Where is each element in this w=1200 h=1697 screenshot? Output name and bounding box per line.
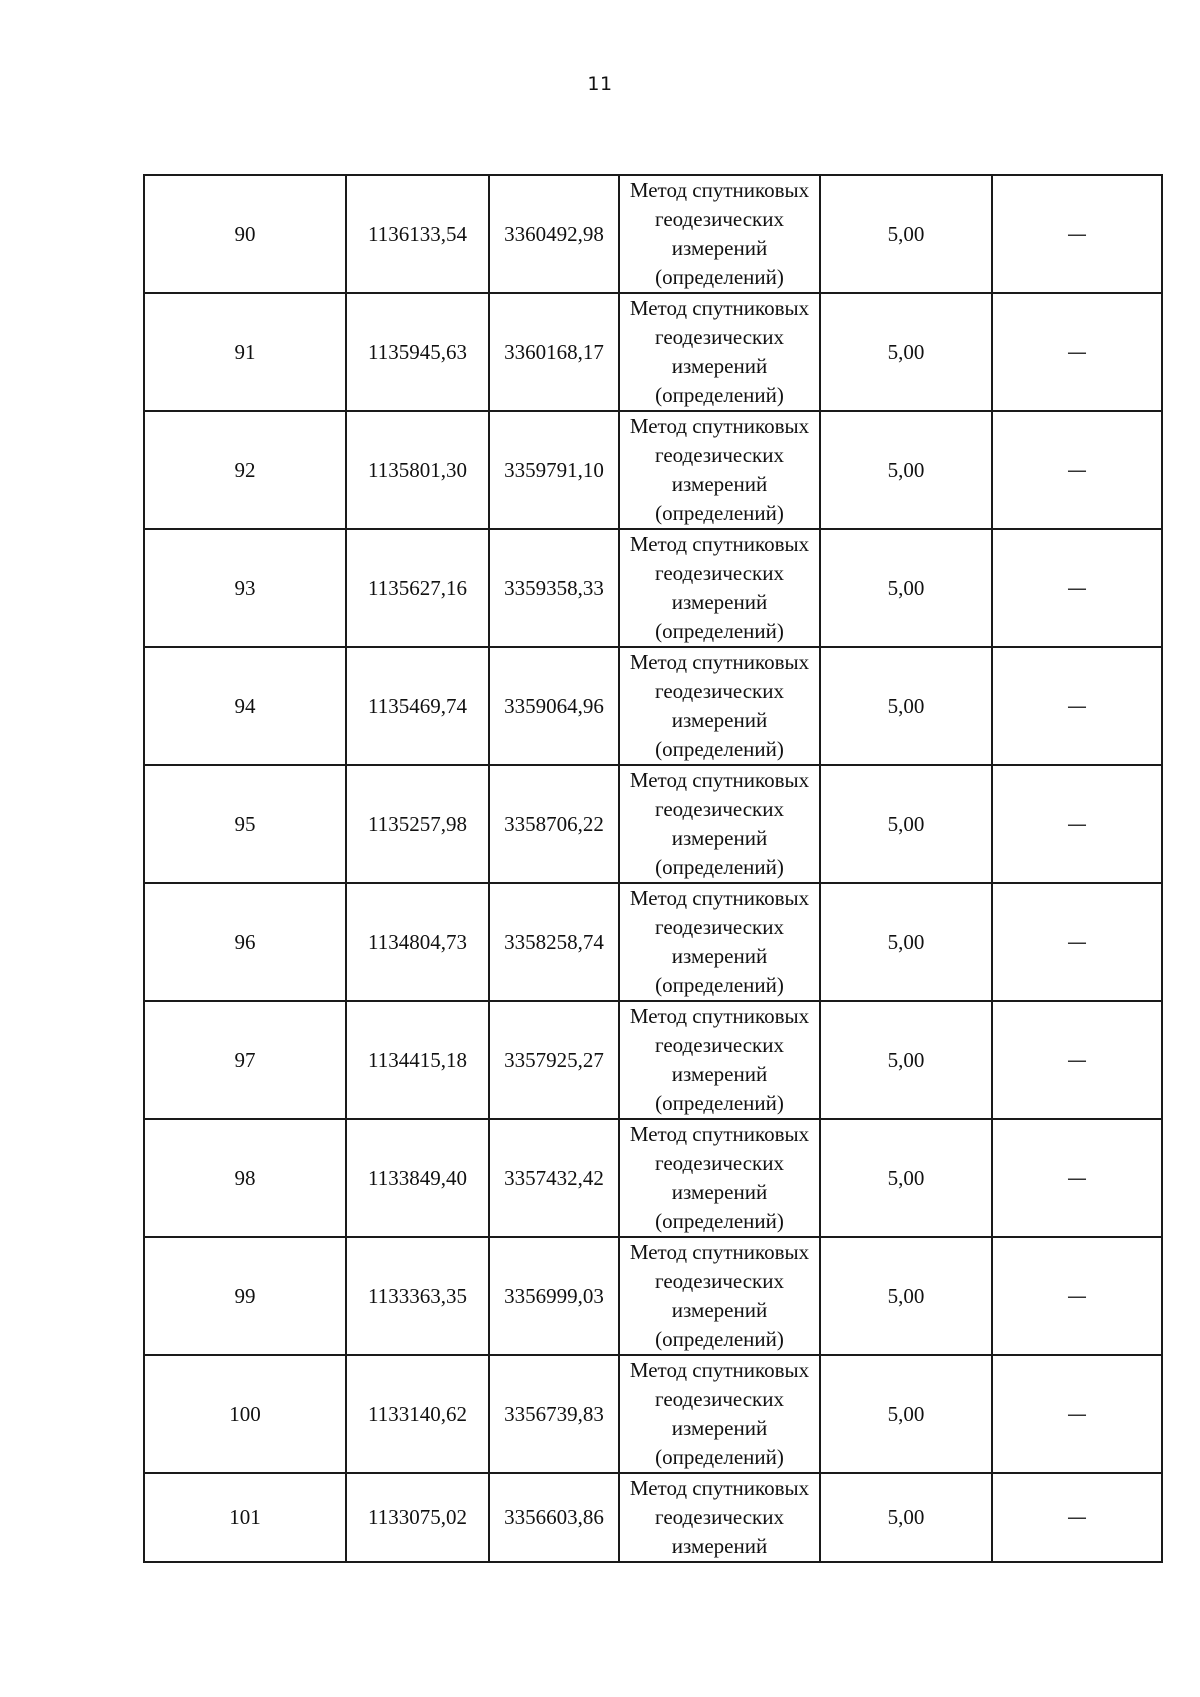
point-number-cell: 93 xyxy=(144,529,346,647)
point-number-cell: 96 xyxy=(144,883,346,1001)
precision-cell: 5,00 xyxy=(820,1473,992,1562)
point-number-cell: 94 xyxy=(144,647,346,765)
table-row xyxy=(144,293,1162,411)
precision-cell: 5,00 xyxy=(820,765,992,883)
table-row xyxy=(144,529,1162,647)
note-cell: — xyxy=(992,1355,1162,1473)
point-number-cell: 99 xyxy=(144,1237,346,1355)
y-coordinate-cell: 3357432,42 xyxy=(489,1119,619,1237)
note-cell: — xyxy=(992,765,1162,883)
note-cell: — xyxy=(992,411,1162,529)
table-row xyxy=(144,1119,1162,1237)
table-row xyxy=(144,1237,1162,1355)
x-coordinate-cell: 1135469,74 xyxy=(346,647,489,765)
precision-cell: 5,00 xyxy=(820,529,992,647)
x-coordinate-cell: 1135257,98 xyxy=(346,765,489,883)
method-cell: Метод спутниковых геодезических измерений (определений) xyxy=(619,883,820,1001)
x-coordinate-cell: 1134415,18 xyxy=(346,1001,489,1119)
x-coordinate-cell: 1135801,30 xyxy=(346,411,489,529)
table-row xyxy=(144,1355,1162,1473)
y-coordinate-cell: 3358258,74 xyxy=(489,883,619,1001)
y-coordinate-cell: 3360492,98 xyxy=(489,175,619,293)
precision-cell: 5,00 xyxy=(820,1001,992,1119)
method-cell: Метод спутниковых геодезических измерений (определений) xyxy=(619,175,820,293)
precision-cell: 5,00 xyxy=(820,1237,992,1355)
method-cell: Метод спутниковых геодезических измерений (определений) xyxy=(619,1355,820,1473)
point-number-cell: 95 xyxy=(144,765,346,883)
precision-cell: 5,00 xyxy=(820,1355,992,1473)
note-cell: — xyxy=(992,175,1162,293)
x-coordinate-cell: 1133075,02 xyxy=(346,1473,489,1562)
point-number-cell: 100 xyxy=(144,1355,346,1473)
method-cell: Метод спутниковых геодезических измерений xyxy=(619,1473,820,1562)
y-coordinate-cell: 3357925,27 xyxy=(489,1001,619,1119)
x-coordinate-cell: 1135945,63 xyxy=(346,293,489,411)
y-coordinate-cell: 3359791,10 xyxy=(489,411,619,529)
table-row xyxy=(144,1001,1162,1119)
precision-cell: 5,00 xyxy=(820,1119,992,1237)
point-number-cell: 97 xyxy=(144,1001,346,1119)
point-number-cell: 101 xyxy=(144,1473,346,1562)
point-number-cell: 98 xyxy=(144,1119,346,1237)
note-cell: — xyxy=(992,1119,1162,1237)
y-coordinate-cell: 3359064,96 xyxy=(489,647,619,765)
y-coordinate-cell: 3359358,33 xyxy=(489,529,619,647)
method-cell: Метод спутниковых геодезических измерений (определений) xyxy=(619,1001,820,1119)
method-cell: Метод спутниковых геодезических измерений (определений) xyxy=(619,765,820,883)
table-row xyxy=(144,765,1162,883)
precision-cell: 5,00 xyxy=(820,647,992,765)
method-cell: Метод спутниковых геодезических измерений (определений) xyxy=(619,647,820,765)
precision-cell: 5,00 xyxy=(820,293,992,411)
y-coordinate-cell: 3356603,86 xyxy=(489,1473,619,1562)
x-coordinate-cell: 1134804,73 xyxy=(346,883,489,1001)
y-coordinate-cell: 3356739,83 xyxy=(489,1355,619,1473)
method-cell: Метод спутниковых геодезических измерений (определений) xyxy=(619,529,820,647)
x-coordinate-cell: 1133849,40 xyxy=(346,1119,489,1237)
page-number: 11 xyxy=(587,73,613,95)
method-cell: Метод спутниковых геодезических измерений (определений) xyxy=(619,1119,820,1237)
method-cell: Метод спутниковых геодезических измерений (определений) xyxy=(619,293,820,411)
method-cell: Метод спутниковых геодезических измерений (определений) xyxy=(619,1237,820,1355)
x-coordinate-cell: 1133140,62 xyxy=(346,1355,489,1473)
note-cell: — xyxy=(992,1001,1162,1119)
precision-cell: 5,00 xyxy=(820,411,992,529)
y-coordinate-cell: 3358706,22 xyxy=(489,765,619,883)
x-coordinate-cell: 1136133,54 xyxy=(346,175,489,293)
method-cell: Метод спутниковых геодезических измерений (определений) xyxy=(619,411,820,529)
point-number-cell: 91 xyxy=(144,293,346,411)
table-row xyxy=(144,647,1162,765)
precision-cell: 5,00 xyxy=(820,883,992,1001)
y-coordinate-cell: 3356999,03 xyxy=(489,1237,619,1355)
note-cell: — xyxy=(992,293,1162,411)
precision-cell: 5,00 xyxy=(820,175,992,293)
table-row xyxy=(144,1473,1162,1562)
coordinates-table xyxy=(143,174,1163,1563)
note-cell: — xyxy=(992,1473,1162,1562)
table-row xyxy=(144,411,1162,529)
table-body xyxy=(144,175,1162,1562)
note-cell: — xyxy=(992,529,1162,647)
note-cell: — xyxy=(992,647,1162,765)
table-row xyxy=(144,175,1162,293)
y-coordinate-cell: 3360168,17 xyxy=(489,293,619,411)
point-number-cell: 92 xyxy=(144,411,346,529)
x-coordinate-cell: 1133363,35 xyxy=(346,1237,489,1355)
note-cell: — xyxy=(992,883,1162,1001)
point-number-cell: 90 xyxy=(144,175,346,293)
note-cell: — xyxy=(992,1237,1162,1355)
x-coordinate-cell: 1135627,16 xyxy=(346,529,489,647)
table-row xyxy=(144,883,1162,1001)
